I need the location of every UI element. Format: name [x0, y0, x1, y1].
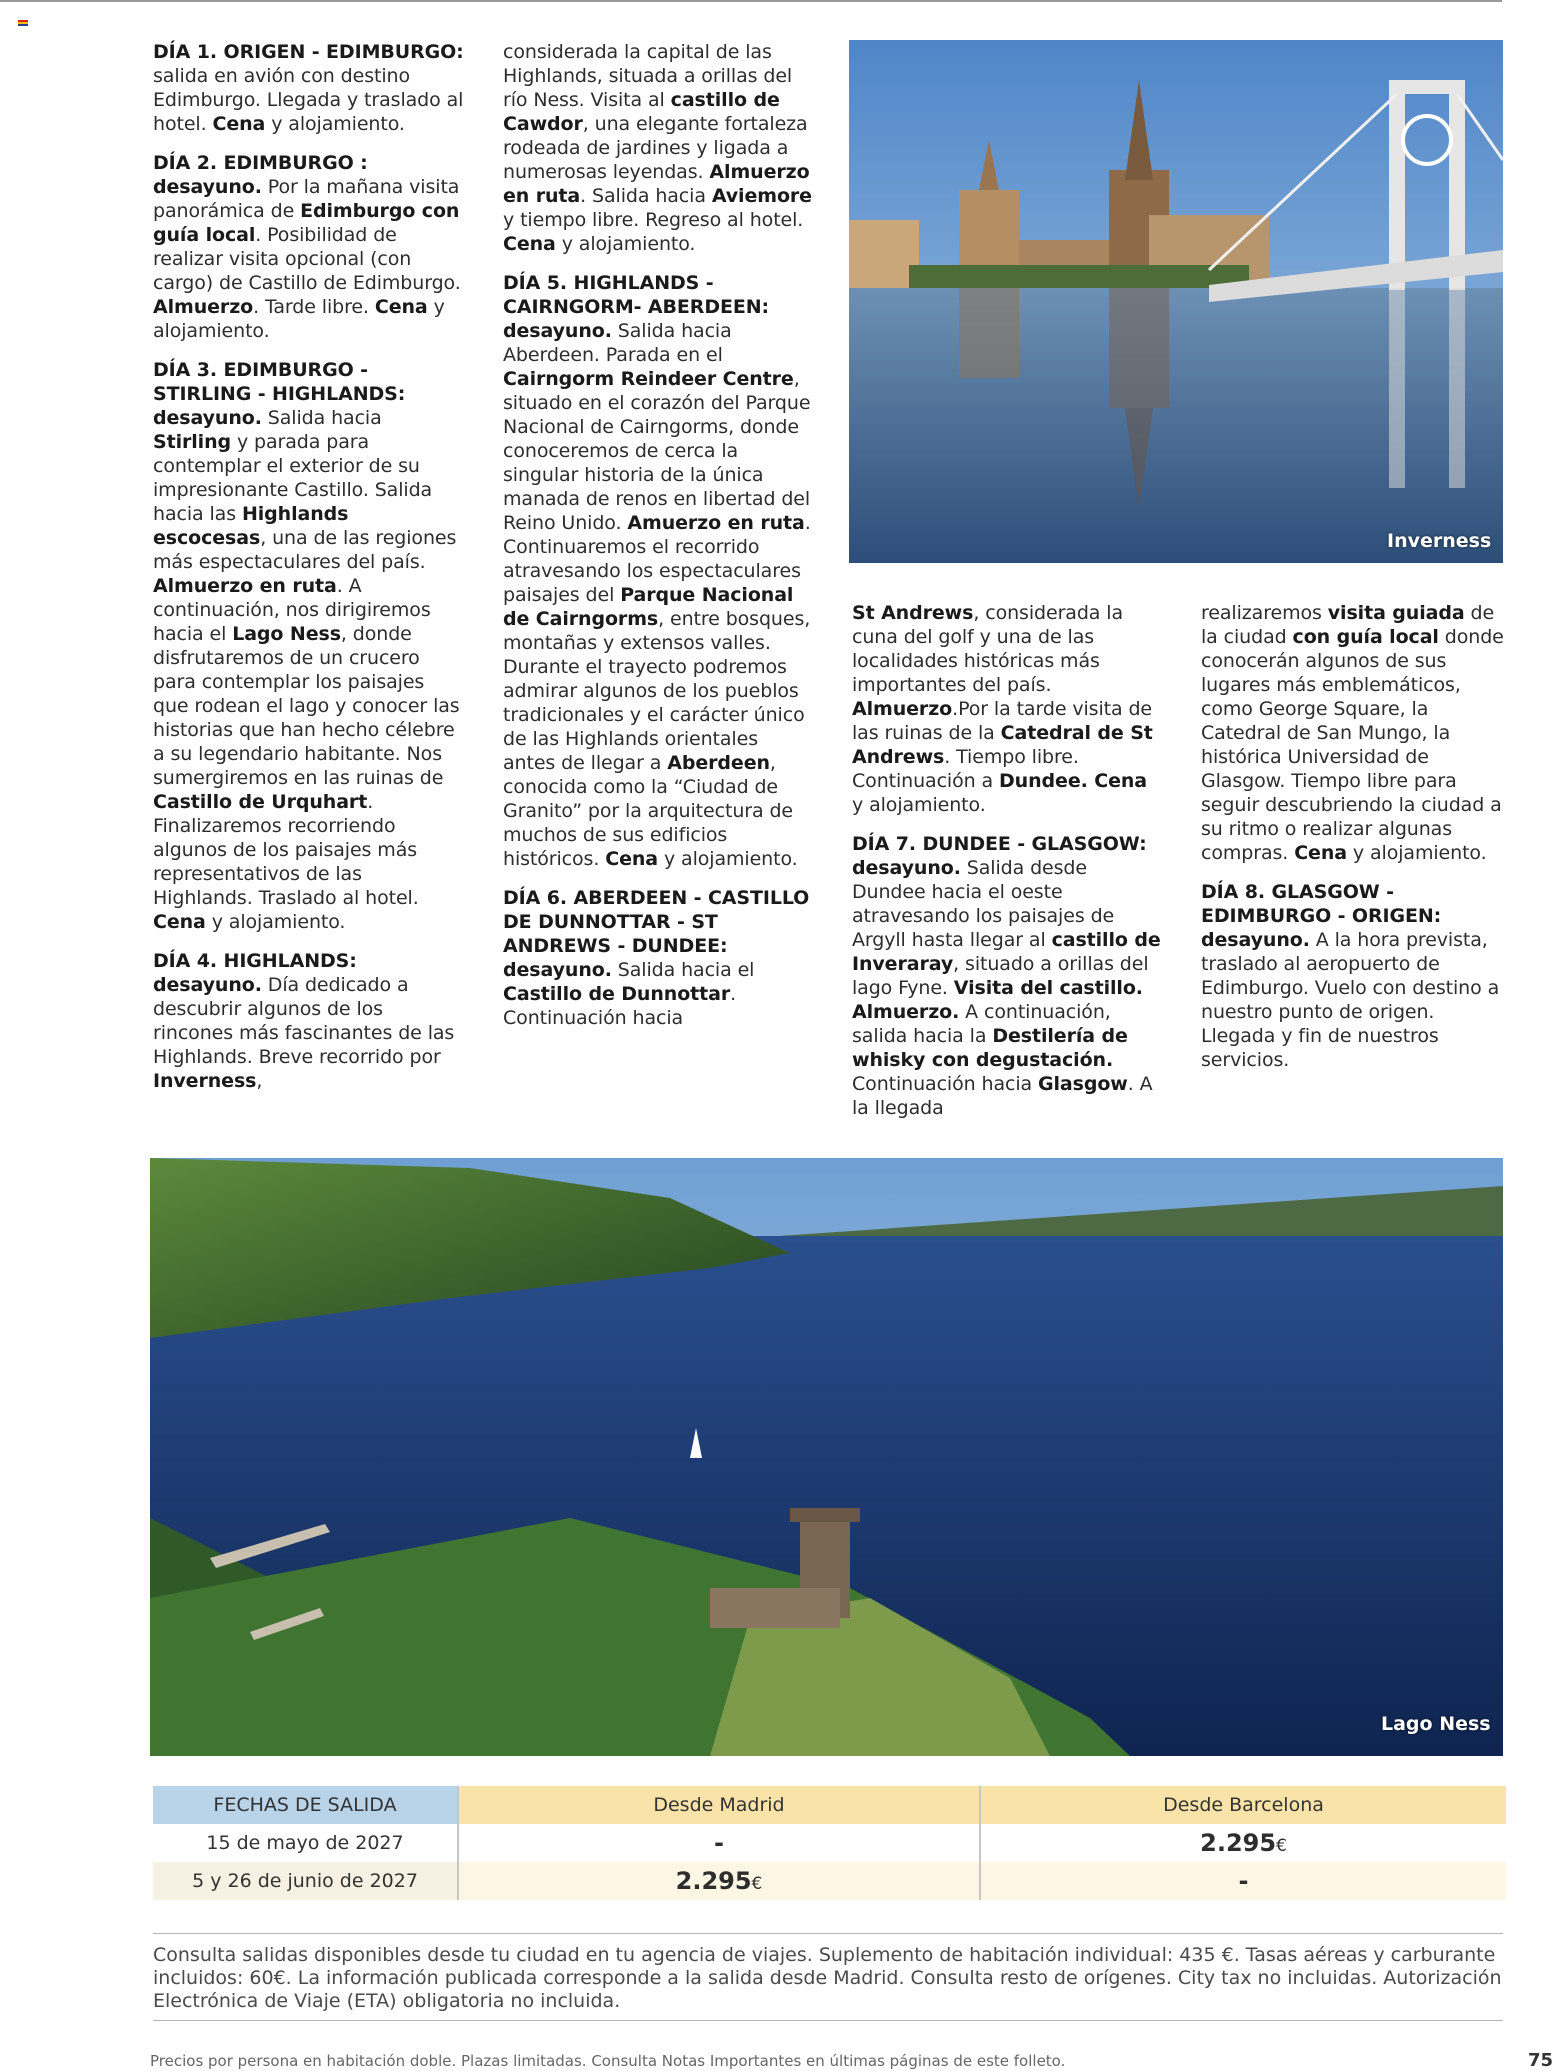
- price-barcelona: -: [1238, 1867, 1249, 1895]
- divider: [153, 2020, 1503, 2021]
- lago-ness-caption: Lago Ness: [1381, 1713, 1491, 1735]
- table-row: [153, 1824, 1506, 1862]
- itinerary-paragraph: DÍA 3. EDIMBURGO - STIRLING - HIGHLANDS: desayuno. Salida hacia Stirling y parada para contemplar el exterior de su impresionante Castillo. Salida hacia las Highlands escocesas, una de las regiones más espectaculares del país. Almuerzo en ruta. A continuación, nos dirigiremos hacia el Lago Ness, donde disfrutaremos de un crucero para contemplar los paisajes que rodean el lago y conocer las historias que han hecho célebre a su legendario habitante. Nos sumergiremos en las ruinas de Castillo de Urquhart. Finalizaremos recorriendo algunos de los paisajes más representativos de las Highlands. Traslado al hotel. Cena y alojamiento.: [153, 359, 460, 933]
- departure-prices-table: [153, 1786, 1506, 1900]
- divider: [153, 1933, 1503, 1934]
- itinerary-paragraph: DÍA 8. GLASGOW - EDIMBURGO - ORIGEN: desayuno. A la hora prevista, traslado al aeropuerto de Edimburgo. Vuelo con destino a nuestro punto de origen. Llegada y fin de nuestros servicios.: [1201, 881, 1500, 1071]
- inverness-photo: [849, 40, 1503, 563]
- itinerary-paragraph: considerada la capital de las Highlands, situada a orillas del río Ness. Visita al castillo de Cawdor, una elegante fortaleza rodeada de jardines y ligada a numerosas leyendas. Almuerzo en ruta. Salida hacia Aviemore y tiempo libre. Regreso al hotel. Cena y alojamiento.: [503, 41, 812, 255]
- itinerary-paragraph: DÍA 1. ORIGEN - EDIMBURGO: salida en avión con destino Edimburgo. Llegada y traslado al hotel. Cena y alojamiento.: [153, 41, 464, 135]
- price-barcelona: 2.295€: [1200, 1829, 1287, 1857]
- fecha-cell: 5 y 26 de junio de 2027: [153, 1862, 458, 1900]
- itinerary-paragraph: DÍA 6. ABERDEEN - CASTILLO DE DUNNOTTAR - ST ANDREWS - DUNDEE: desayuno. Salida hacia el Castillo de Dunnottar. Continuación hacia: [503, 887, 810, 1029]
- table-row: [153, 1862, 1506, 1900]
- itinerary-column-4: [1201, 601, 1513, 1087]
- page-number: 75: [1528, 2050, 1553, 2071]
- flag-icon: [18, 20, 28, 26]
- itinerary-paragraph: DÍA 4. HIGHLANDS: desayuno. Día dedicado a descubrir algunos de los rincones más fascinantes de las Highlands. Breve recorrido por Inverness,: [153, 950, 455, 1092]
- lago-ness-photo: [150, 1158, 1503, 1756]
- inverness-caption: Inverness: [1387, 530, 1492, 552]
- itinerary-paragraph: DÍA 2. EDIMBURGO : desayuno. Por la mañana visita panorámica de Edimburgo con guía local. Posibilidad de realizar visita opcional (con cargo) de Castillo de Edimburgo. Almuerzo. Tarde libre. Cena y alojamiento.: [153, 152, 461, 342]
- price-notes: Consulta salidas disponibles desde tu ciudad en tu agencia de viajes. Suplemento de habitación individual: 435 €. Tasas aéreas y carburante incluidos: 60€. La información publicada corresponde a la salida desde Madrid. Consulta resto de orígenes. City tax no incluidas. Autorización Electrónica de Viaje (ETA) obligatoria no incluida.: [153, 1944, 1502, 2012]
- itinerary-column-2: [503, 40, 815, 1045]
- price-madrid: -: [714, 1829, 724, 1857]
- header-fecha: FECHAS DE SALIDA: [153, 1786, 458, 1824]
- itinerary-paragraph: realizaremos visita guiada de la ciudad con guía local donde conocerán algunos de sus lugares más emblemáticos, como George Square, la Catedral de San Mungo, la histórica Universidad de Glasgow. Tiempo libre para seguir descubriendo la ciudad a su ritmo o realizar algunas compras. Cena y alojamiento.: [1201, 602, 1504, 864]
- header-madrid: Desde Madrid: [458, 1786, 980, 1824]
- itinerary-column-1: [153, 40, 465, 1108]
- fecha-cell: 15 de mayo de 2027: [153, 1824, 458, 1862]
- itinerary-paragraph: DÍA 7. DUNDEE - GLASGOW: desayuno. Salida desde Dundee hacia el oeste atravesando los paisajes de Argyll hasta llegar al castillo de Inveraray, situado a orillas del lago Fyne. Visita del castillo. Almuerzo. A continuación, salida hacia la Destilería de whisky con degustación. Continuación hacia Glasgow. A la llegada: [852, 833, 1161, 1119]
- itinerary-column-3: [852, 601, 1164, 1135]
- price-madrid: 2.295€: [675, 1867, 763, 1895]
- header-barcelona: Desde Barcelona: [980, 1786, 1506, 1824]
- footer-note: Precios por persona en habitación doble. Plazas limitadas. Consulta Notas Importantes en últimas páginas de este folleto.: [150, 2052, 1066, 2070]
- top-rule: [0, 0, 1502, 2]
- itinerary-paragraph: St Andrews, considerada la cuna del golf y una de las localidades históricas más importantes del país. Almuerzo.Por la tarde visita de las ruinas de la Catedral de St Andrews. Tiempo libre. Continuación a Dundee. Cena y alojamiento.: [852, 602, 1153, 816]
- itinerary-paragraph: DÍA 5. HIGHLANDS - CAIRNGORM- ABERDEEN: desayuno. Salida hacia Aberdeen. Parada en el Cairngorm Reindeer Centre, situado en el corazón del Parque Nacional de Cairngorms, donde conoceremos de cerca la singular historia de la única manada de renos en libertad del Reino Unido. Amuerzo en ruta. Continuaremos el recorrido atravesando los espectaculares paisajes del Parque Nacional de Cairngorms, entre bosques, montañas y extensos valles. Durante el trayecto podremos admirar algunos de los pueblos tradicionales y el carácter único de las Highlands orientales antes de llegar a Aberdeen, conocida como la “Ciudad de Granito” por la arquitectura de muchos de sus edificios históricos. Cena y alojamiento.: [503, 272, 811, 870]
